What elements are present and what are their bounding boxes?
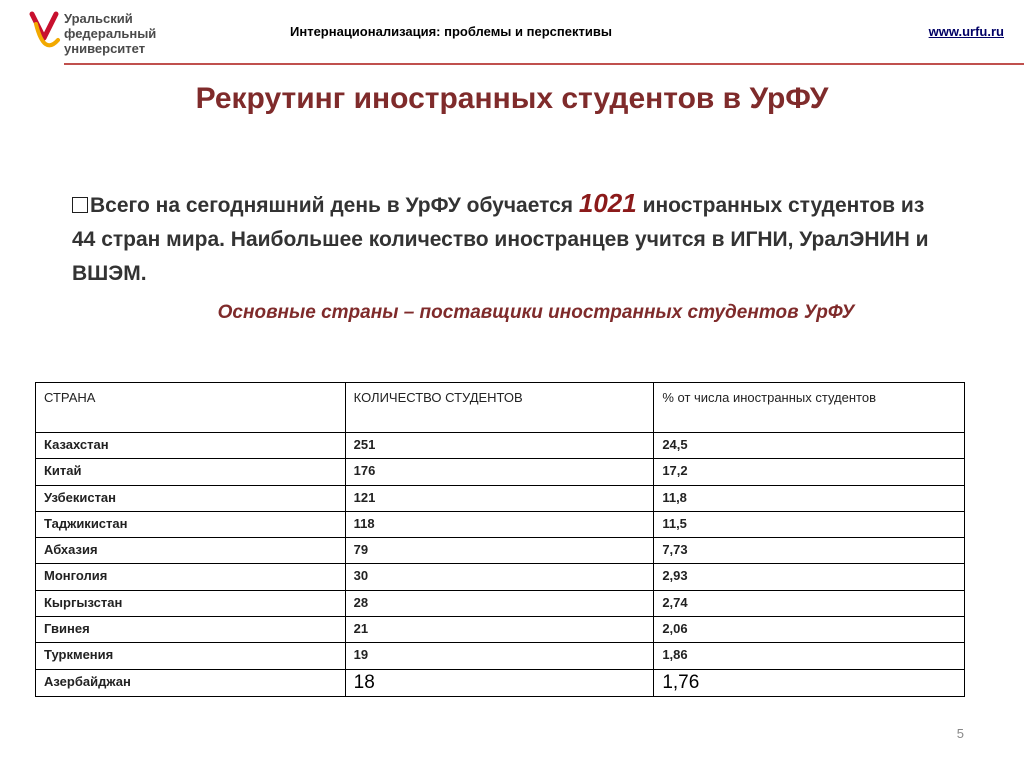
cell-percent: 1,76 [654,669,965,696]
bullet-text-end: иностранных студентов из 44 стран мира. Наибольшее количество иностранцев учится в ИГНИ, УралЭНИН и ВШЭМ. [72,194,929,285]
cell-country: Абхазия [36,538,346,564]
cell-percent: 17,2 [654,459,965,485]
table-header-row [36,383,965,433]
website-link[interactable]: www.urfu.ru [928,24,1004,39]
cell-percent: 24,5 [654,433,965,459]
table-row [36,669,965,696]
cell-percent: 7,73 [654,538,965,564]
bullet-text-start: Всего на сегодняшний день в УрФУ обучается [90,194,579,217]
cell-percent: 11,5 [654,511,965,537]
page-number: 5 [956,726,964,741]
cell-country: Казахстан [36,433,346,459]
cell-country: Туркмения [36,643,346,669]
urfu-logo-icon [28,10,62,54]
table-row [36,511,965,537]
table-row [36,643,965,669]
university-logo [28,10,178,58]
cell-country: Азербайджан [36,669,346,696]
table-row [36,485,965,511]
cell-count: 30 [345,564,654,590]
cell-percent: 2,93 [654,564,965,590]
table-row [36,590,965,616]
checkbox-bullet-icon [72,197,88,213]
cell-percent: 1,86 [654,643,965,669]
header-title: Интернационализация: проблемы и перспективы [290,24,612,39]
logo-text [64,11,156,56]
cell-count: 118 [345,511,654,537]
cell-count: 79 [345,538,654,564]
cell-count: 19 [345,643,654,669]
student-count: 1021 [578,188,637,218]
logo-line-2: федеральный [64,26,157,41]
table-subtitle: Основные страны – поставщики иностранных студентов УрФУ [217,302,855,323]
cell-country: Кыргызстан [36,590,346,616]
table-row [36,433,965,459]
header-percent: % от числа иностранных студентов [654,383,965,433]
cell-percent: 11,8 [654,485,965,511]
table-row [36,459,965,485]
cell-count: 251 [345,433,654,459]
header-divider [64,63,1024,65]
cell-country: Гвинея [36,617,346,643]
logo-line-1: Уральский [64,11,133,26]
cell-count: 18 [345,669,654,696]
cell-percent: 2,06 [654,617,965,643]
bullet-paragraph [72,186,952,291]
table-row [36,538,965,564]
table-row [36,564,965,590]
cell-count: 121 [345,485,654,511]
cell-country: Монголия [36,564,346,590]
table-row [36,617,965,643]
countries-table [35,382,965,697]
cell-count: 28 [345,590,654,616]
cell-count: 21 [345,617,654,643]
logo-line-3: университет [64,41,146,56]
slide-title: Рекрутинг иностранных студентов в УрФУ [195,82,829,115]
cell-country: Таджикистан [36,511,346,537]
cell-country: Узбекистан [36,485,346,511]
header-count: КОЛИЧЕСТВО СТУДЕНТОВ [345,383,654,433]
cell-count: 176 [345,459,654,485]
header-country: СТРАНА [36,383,346,433]
cell-percent: 2,74 [654,590,965,616]
cell-country: Китай [36,459,346,485]
